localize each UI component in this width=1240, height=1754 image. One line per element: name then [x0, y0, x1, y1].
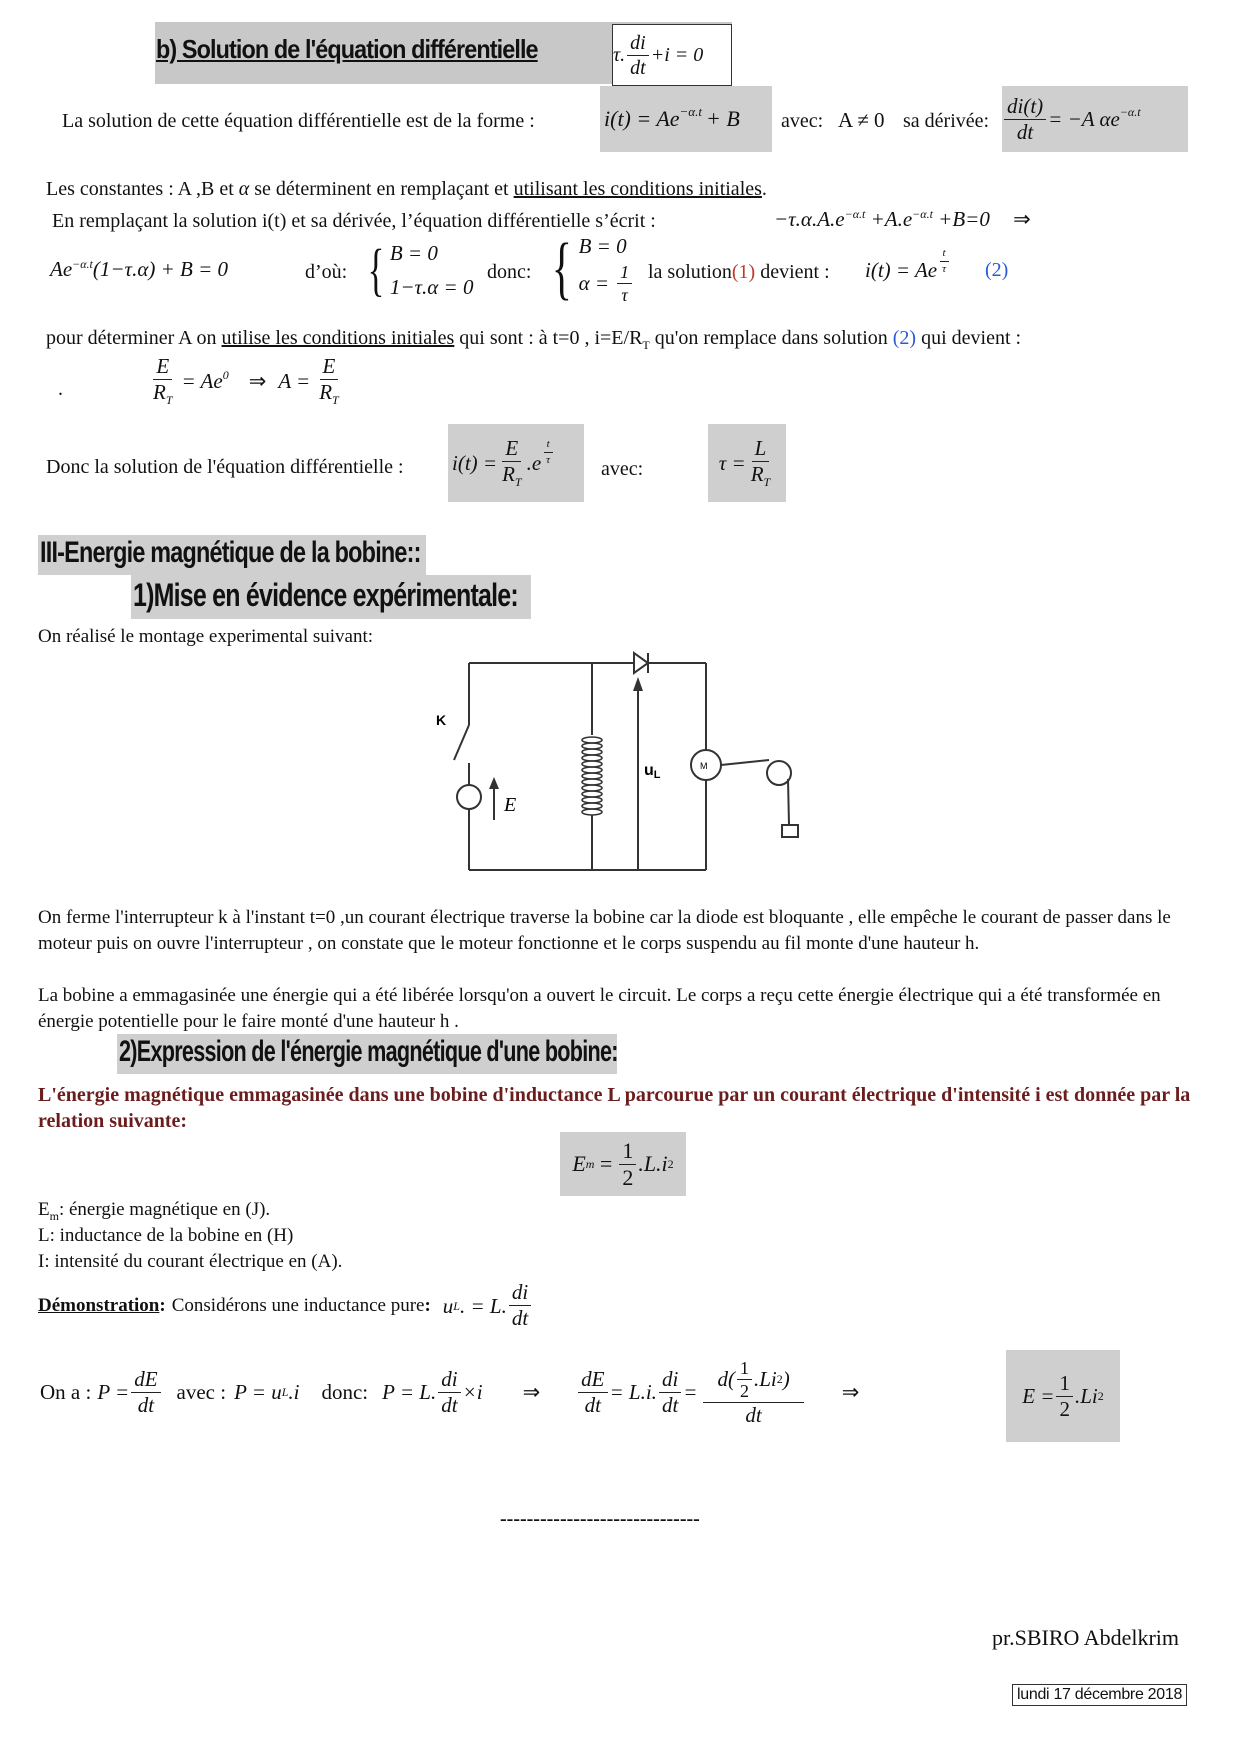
line7-solution-formula: i(t) = $\frac{E}{R_T}$ .e $\frac{t}{\tau}$	[448, 424, 584, 502]
generator-label: E	[504, 794, 517, 816]
ul-arrow-icon	[633, 677, 643, 691]
switch-k-icon	[454, 725, 469, 760]
line4-donc: donc:	[487, 261, 532, 283]
line6-dot: .	[58, 378, 63, 400]
line4-lhs: $Ae^{-\alpha.t}(1-\tau.\alpha) + B = 0$	[50, 257, 229, 281]
coil-icon	[582, 735, 602, 815]
line4-system2: { B = 0 α = $\frac{1}{\tau}$	[545, 234, 634, 304]
line4-equation-number: (2)	[985, 259, 1009, 281]
ul-label: uL	[644, 762, 661, 781]
line1-derivative-formula: $\frac{di(t)}{dt}$ = −A αe $^{-\alpha.t}$	[1002, 86, 1188, 152]
def-l: L: inductance de la bobine en (H)	[38, 1225, 294, 1246]
circuit-diagram	[424, 645, 824, 880]
energy-formula: E m = $\frac{1}{2}$ .L.i 2	[560, 1132, 686, 1196]
line3-formula: $-\tau.\alpha.A.e^{-\alpha.t} +A.e^{-\alpha.t} +B=0$ ⇒	[774, 207, 1031, 231]
line1-solution-formula: i(t) = Ae $^{-\alpha.t}$ + B	[600, 86, 772, 152]
section3-subtitle-1: 1)Mise en évidence expérimentale:	[133, 577, 518, 613]
line7-tau-formula: τ = $\frac{L}{R_T}$	[708, 424, 786, 502]
paragraph-1: On ferme l'interrupteur k à l'instant t=0 ,un courant électrique traverse la bobine car la diode est bloquante , elle empêche le courant de passer dans le moteur puis on ouvre l'interrupteur , on constate que le moteur fonctionne et le corps suspendu au fil monte d'une hauteur h.	[38, 907, 1171, 954]
line4-solution-eq: i(t) = Ae $\frac{t}{\tau}$	[865, 258, 951, 283]
energy-statement: L'énergie magnétique emmagasinée dans une bobine d'inductance L parcourue par un courant électrique d'intensité i est donnée par la relation suivante:	[38, 1084, 1191, 1132]
line7-avec: avec:	[601, 458, 644, 480]
motor-label: M	[700, 761, 708, 771]
bottom-equation-chain: On a : P = $\frac{dE}{dt}$ avec : P = u L .i donc: P = L. $\frac{di}{dt}$ ×i ⇒ $\frac{dE}{dt}$ = L.i. $\frac{di}{dt}$ = d( $\frac{1}{2}$ .Li 2 ) dt ⇒	[40, 1357, 860, 1427]
line1-derivee: sa dérivée:	[903, 110, 990, 132]
demonstration-line: Démonstration : Considérons une inductance pure : u L . = L. $\frac{di}{dt}$	[38, 1282, 533, 1329]
section3b-title: 2)Expression de l'énergie magnétique d'une bobine:	[119, 1035, 618, 1068]
montage-text: On réalisé le montage experimental suivant:	[38, 626, 374, 647]
def-i: I: intensité du courant électrique en (A).	[38, 1251, 343, 1272]
line6-formula: $\frac{E}{R_T}$ = Ae $^0$ ⇒ A = $\frac{E}{R_T}$	[153, 354, 339, 408]
line5: pour déterminer A on utilise les conditions initiales qui sont : à t=0 , $i=E/R_T$ qu'on remplace dans solution (2) qui devient :	[46, 327, 1022, 352]
line4-solution-text: la solution(1) devient :	[648, 261, 830, 283]
section3-title: III-Energie magnétique de la bobine::	[40, 536, 421, 569]
line4-system1: { B = 0 1−τ.α = 0	[367, 237, 474, 302]
paragraph-2: La bobine a emmagasinée une énergie qui a été libérée lorsqu'on a ouvert le circuit. Le corps a reçu cette énergie électrique qui a été transformée en énergie potentielle pour le faire monté d'une hauteur h .	[38, 985, 1161, 1032]
def-em: $E_m$: énergie magnétique en (J).	[38, 1199, 271, 1223]
generator-icon	[457, 785, 481, 809]
e-arrow-icon	[489, 777, 499, 789]
section-b-equation: τ. $\frac{di}{dt}$ +i = 0	[612, 24, 732, 86]
line1-text: La solution de cette équation différentielle est de la forme :	[62, 110, 535, 132]
author: pr.SBIRO Abdelkrim	[992, 1625, 1180, 1650]
separator: ------------------------------	[500, 1508, 700, 1530]
line1-condition: A ≠ 0	[838, 108, 885, 132]
diode-icon	[634, 653, 648, 673]
suspended-mass-icon	[782, 825, 798, 837]
date-stamp: lundi 17 décembre 2018	[1012, 1684, 1187, 1706]
line4-dou: d’où:	[305, 261, 348, 283]
line2: Les constantes : A ,B et α se déterminent en remplaçant et utilisant les conditions initiales.	[46, 178, 767, 200]
line7-text: Donc la solution de l'équation différentielle :	[46, 456, 404, 478]
line3-text: En remplaçant la solution i(t) et sa dérivée, l’équation différentielle s’écrit :	[52, 210, 656, 232]
energy-result-formula: E = $\frac{1}{2}$ .Li 2	[1006, 1350, 1120, 1442]
section-b-title: b) Solution de l'équation différentielle	[156, 34, 538, 64]
line1-avec: avec:	[781, 110, 824, 132]
switch-label: K	[436, 712, 447, 728]
